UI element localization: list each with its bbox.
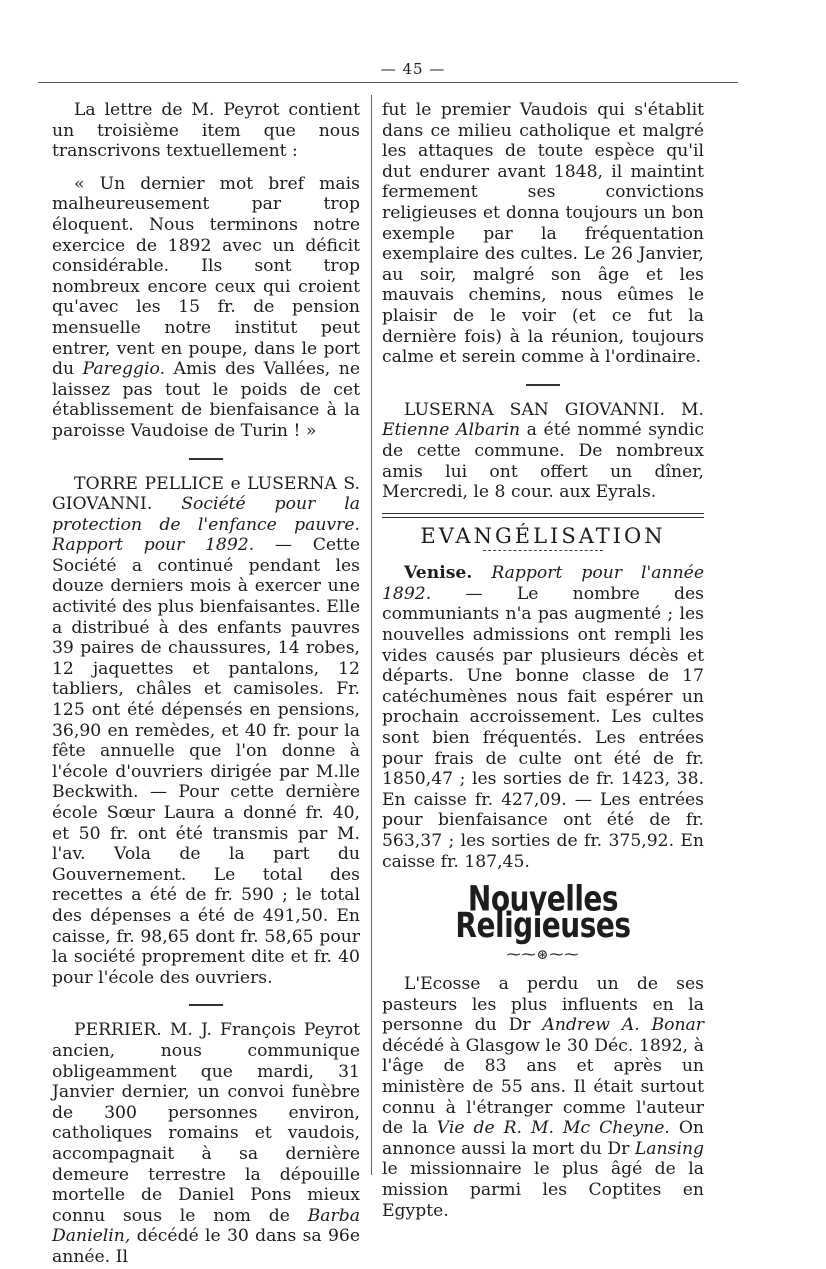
nouvelles-title: Nouvelles Religieuses [455,878,631,946]
perrier-body-b: décédé le 30 dans sa 96e année. Il [52,1226,360,1267]
separator-rule [189,458,223,460]
perrier-body-a: M. J. François Peyrot ancien, nous communique obligeamment que mardi, 31 Janvier dernier, un convoi funèbre de 300 personnes environ, catholiques romains et vaudois, accompagnait à sa dernière demeure terrestre la dépouille mortelle de Daniel Pons mieux connu sous le nom de [52,1020,360,1226]
ornament-flourish: ⁓⁓⊛⁓⁓ [506,947,580,964]
title-underline [483,550,603,551]
ecosse-italic-2: Vie de R. M. Mc Cheyne. [436,1118,670,1139]
perrier-paragraph [52,1020,360,1267]
intro-paragraph: La lettre de M. Peyrot contient un troisième item que nous transcrivons textuellement : [52,100,360,162]
evangelisation-title: EVANGÉLISATION [420,523,666,548]
ecosse-text-a: L'Ecosse a perdu un de ses pasteurs les plus influents en la personne du Dr [382,973,704,1036]
torre-heading: TORRE PELLICE e LUSERNA S. GIOVANNI. [52,473,360,515]
luserna-heading: LUSERNA SAN GIOVANNI. [404,399,666,420]
venise-heading: Venise. [404,563,473,584]
torre-paragraph [52,474,360,989]
page-number: — 45 — [380,60,446,78]
torre-italic: Société pour la protection de l'enfance pauvre. Rapport pour 1892. [52,494,360,556]
quote-paragraph [52,174,360,442]
perrier-heading: PERRIER. [74,1020,162,1041]
header-rule [38,82,738,83]
separator-rule [526,384,560,386]
right-column [382,100,704,1221]
quote-text-a: « Un dernier mot bref mais malheureusement par trop éloquent. Nous terminons notre exercice de 1892 avec un déficit considérable. Ils sont trop nombreux encore ceux qui croient qu'avec les 15 fr. de pension mensuelle notre institut peut entrer, vent en poupe, dans le port du [52,173,360,380]
luserna-paragraph [382,400,704,503]
ecosse-text-b: décédé à Glasgow le 30 Déc. 1892, à l'âge de 83 ans et après un ministère de 55 ans. Il était surtout connu à l'étranger comme l'auteur de la [382,1035,704,1139]
section-double-rule [382,513,704,518]
ecosse-italic-1: Andrew A. Bonar [542,1015,705,1036]
venise-paragraph [382,563,704,872]
torre-body: — Cette Société a continué pendant les douze derniers mois à exercer une activité des plus bienfaisantes. Elle a distribué à des enfants pauvres 39 paires de chaussures, 14 robes, 12 jaquettes et pantalons, 12 tabliers, châles et camisoles. Fr. 125 ont été dépensés en pensions, 36,90 en remèdes, et 40 fr. pour la fête annuelle que l'on donne à l'école d'ouvriers dirigée par M.lle Beckwith. — Pour cette dernière école Sœur Laura a donné fr. 40, et 50 fr. ont été transmis par M. l'av. Vola de la part du Gouvernement. Le total des recettes a été de fr. 590 ; le total des dépenses a été de 491,50. En caisse, fr. 98,65 dont fr. 58,65 pour la société proprement dite et fr. 40 pour l'école des ouvriers. [52,535,361,988]
quote-text-b: Amis des Vallées, ne laissez pas tout le poids de cet établissement de bienfaisance à la paroisse Vaudoise de Turin ! » [52,359,361,441]
ecosse-italic-3: Lansing [634,1138,705,1159]
quote-italic: Pareggio. [82,359,166,380]
luserna-italic: Etienne Albarin [382,420,521,441]
ecosse-text-d: le missionnaire le plus âgé de la mission parmi les Coptites en Egypte. [382,1159,704,1221]
venise-italic: Rapport pour l'année 1892. [382,563,704,604]
luserna-m: M. [680,399,704,420]
perrier-continuation: fut le premier Vaudois qui s'établit dans ce milieu catholique et malgré les attaques de toute espèce qu'il dut endurer avant 1848, il maintint fermement ses convictions religieuses et donna toujours un bon exemple par la fréquentation exemplaire des cultes. Le 26 Janvier, au soir, malgré son âge et les mauvais chemins, nous eûmes le plaisir de le voir (et ce fut la dernière fois) à la réunion, toujours calme et serein comme à l'ordinaire. [382,100,704,368]
venise-body: — Le nombre des communiants n'a pas augmenté ; les nouvelles admissions ont rempli les vides causés par plusieurs décès et départs. Une bonne classe de 17 catéchumènes nous fait espérer un prochain accroissement. Les cultes sont bien fréquentés. Les entrées pour frais de culte ont été de fr. 1850,47 ; les sorties de fr. 1423, 38. En caisse fr. 427,09. — Les entrées pour bienfaisance ont été de fr. 563,37 ; les sorties de fr. 375,92. En caisse fr. 187,45. [382,583,705,872]
column-divider [371,95,372,1175]
ecosse-text-c: On annonce aussi la mort du Dr [382,1118,704,1159]
perrier-italic: Barba Danielin, [52,1205,361,1247]
luserna-body: a été nommé syndic de cette commune. De nombreux amis lui ont offert un dîner, Mercredi, le 8 cour. aux Eyrals. [382,420,705,503]
separator-rule [189,1004,223,1006]
left-column [52,100,360,1267]
ecosse-paragraph [382,974,704,1221]
